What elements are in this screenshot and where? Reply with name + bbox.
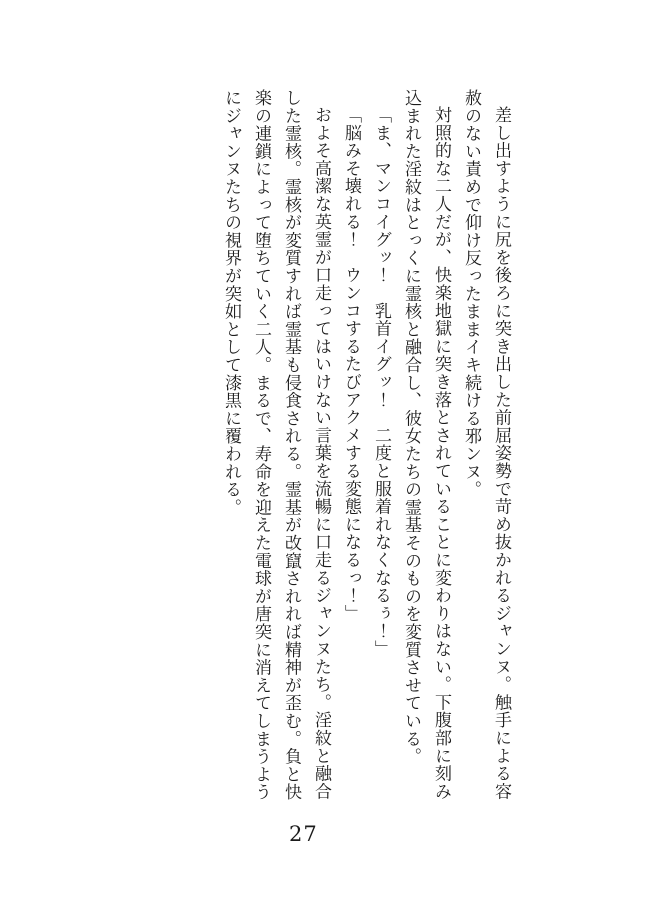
paragraph-2: 対照的な二人だが、快楽地獄に突き落とされていることに変わりはない。下腹部に刻み込まれた淫紋はとっくに霊核と融合し、彼女たちの霊基そのものを変質させている。 <box>401 89 451 801</box>
paragraph-5: およそ高潔な英霊が口走ってはいけない言葉を流暢に口走るジャンヌたち。淫紋と融合した霊核。霊核が変質すれば霊基も侵食される。霊基が改竄されれば精神が歪む。負と快楽の連鎖によって堕ちていく二人。まるで、寿命を迎えた電球が唐突に消えてしまうようにジャンヌたちの視界が突如として漆黒に覆われる。 <box>221 89 331 801</box>
paragraph-3-dialogue: 「ま、マンコイグッ！ 乳首イグッ！ 二度と服着れなくなるぅ！」 <box>371 106 391 658</box>
paragraph-1: 差し出すように尻を後ろに突き出した前屈姿勢で苛め抜かれるジャンヌ。触手による容赦のない責めで仰け反ったままイキ続ける邪ンヌ。 <box>461 89 511 801</box>
page-number: 27 <box>289 822 318 846</box>
paragraph-4-dialogue: 「脳みそ壊れる！ ウンコするたびアクメする変態になるっ！」 <box>341 106 361 623</box>
vertical-text-block <box>214 89 516 801</box>
